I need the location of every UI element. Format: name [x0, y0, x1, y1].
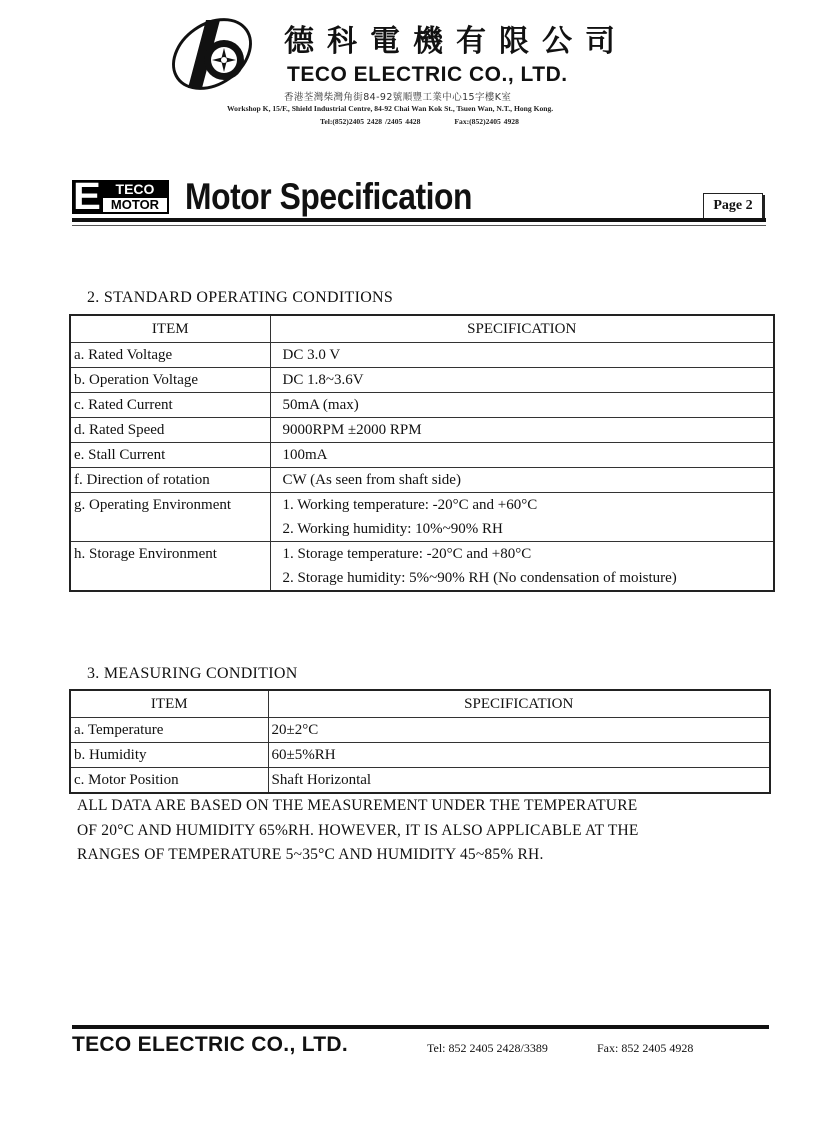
table-row: [70, 393, 774, 418]
item-cell: g. Operating Environment: [70, 493, 270, 542]
item-cell: a. Temperature: [70, 718, 268, 743]
spec-cell: DC 1.8~3.6V: [270, 368, 774, 393]
spec-cell: 20±2°C: [268, 718, 770, 743]
table-row: [70, 768, 770, 794]
table-row: [70, 743, 770, 768]
spec-cell: CW (As seen from shaft side): [270, 468, 774, 493]
table-header-row: [70, 690, 770, 718]
footer-company-name: TECO ELECTRIC CO., LTD.: [72, 1033, 349, 1056]
spec-cell: 100mA: [270, 443, 774, 468]
item-cell: d. Rated Speed: [70, 418, 270, 443]
footer-divider: [72, 1025, 769, 1029]
header-tel: Tel:(852)2405 2428 /2405 4428: [320, 117, 421, 126]
item-cell: b. Humidity: [70, 743, 268, 768]
item-cell: c. Motor Position: [70, 768, 268, 794]
item-cell: a. Rated Voltage: [70, 343, 270, 368]
measurement-note: [77, 794, 737, 868]
note-line: OF 20°C AND HUMIDITY 65%RH. HOWEVER, IT IS ALSO APPLICABLE AT THE: [77, 821, 639, 839]
company-name-chinese: 德科電機有限公司: [284, 24, 628, 59]
header-fax: Fax:(852)2405 4928: [454, 117, 519, 126]
spec-cell: 50mA (max): [270, 393, 774, 418]
table-row: [70, 343, 774, 368]
table-row: [70, 468, 774, 493]
item-cell: f. Direction of rotation: [70, 468, 270, 493]
column-header-item: ITEM: [70, 315, 270, 343]
teco-motor-badge: [72, 176, 169, 218]
header-contact-line: [320, 117, 519, 126]
spec-cell: DC 3.0 V: [270, 343, 774, 368]
address-chinese: 香港荃灣柴灣角街84-92號順豐工業中心15字樓K室: [284, 92, 512, 103]
operating-conditions-table: [69, 314, 775, 592]
table-row: [70, 493, 774, 542]
teco-logo-icon: [166, 8, 258, 100]
table-row: [70, 418, 774, 443]
table-row: [70, 368, 774, 393]
page-number-box: Page 2: [703, 193, 763, 219]
spec-line: 1. Working temperature: -20°C and +60°C: [282, 497, 538, 513]
column-header-specification: SPECIFICATION: [270, 315, 774, 343]
spec-cell: [270, 542, 774, 592]
badge-motor-label: MOTOR: [103, 198, 167, 212]
document-title: Motor Specification: [185, 176, 473, 217]
teco-logo: [166, 8, 258, 100]
address-english: Workshop K, 15/F., Shield Industrial Centre, 84-92 Chai Wan Kok St., Tsuen Wan, N.T., Hong Kong.: [227, 104, 554, 113]
spec-line: 2. Storage humidity: 5%~90% RH (No condensation of moisture): [282, 570, 677, 586]
spec-cell: [270, 493, 774, 542]
table-row: [70, 542, 774, 592]
table-header-row: [70, 315, 774, 343]
section-2-heading: 2. STANDARD OPERATING CONDITIONS: [87, 289, 394, 306]
item-cell: c. Rated Current: [70, 393, 270, 418]
measuring-condition-table: [69, 689, 771, 794]
item-cell: b. Operation Voltage: [70, 368, 270, 393]
item-cell: h. Storage Environment: [70, 542, 270, 592]
footer-tel: Tel: 852 2405 2428/3389: [427, 1041, 548, 1055]
spec-cell: Shaft Horizontal: [268, 768, 770, 794]
title-divider-thin: [72, 225, 766, 226]
table-row: [70, 443, 774, 468]
table-row: [70, 718, 770, 743]
spec-line: 1. Storage temperature: -20°C and +80°C: [282, 546, 532, 562]
column-header-specification: SPECIFICATION: [268, 690, 770, 718]
note-line: RANGES OF TEMPERATURE 5~35°C AND HUMIDITY 45~85% RH.: [77, 846, 544, 863]
column-header-item: ITEM: [70, 690, 268, 718]
spec-line: 2. Working humidity: 10%~90% RH: [282, 521, 503, 537]
badge-letter: E: [73, 176, 101, 218]
spec-cell: 60±5%RH: [268, 743, 770, 768]
badge-teco-label: TECO: [115, 181, 155, 197]
footer-fax: Fax: 852 2405 4928: [597, 1041, 694, 1055]
spec-cell: 9000RPM ±2000 RPM: [270, 418, 774, 443]
title-divider: [72, 218, 766, 222]
company-name-english: TECO ELECTRIC CO., LTD.: [287, 63, 568, 86]
note-line: ALL DATA ARE BASED ON THE MEASUREMENT UNDER THE TEMPERATURE: [77, 797, 638, 814]
section-3-heading: 3. MEASURING CONDITION: [87, 665, 298, 682]
item-cell: e. Stall Current: [70, 443, 270, 468]
